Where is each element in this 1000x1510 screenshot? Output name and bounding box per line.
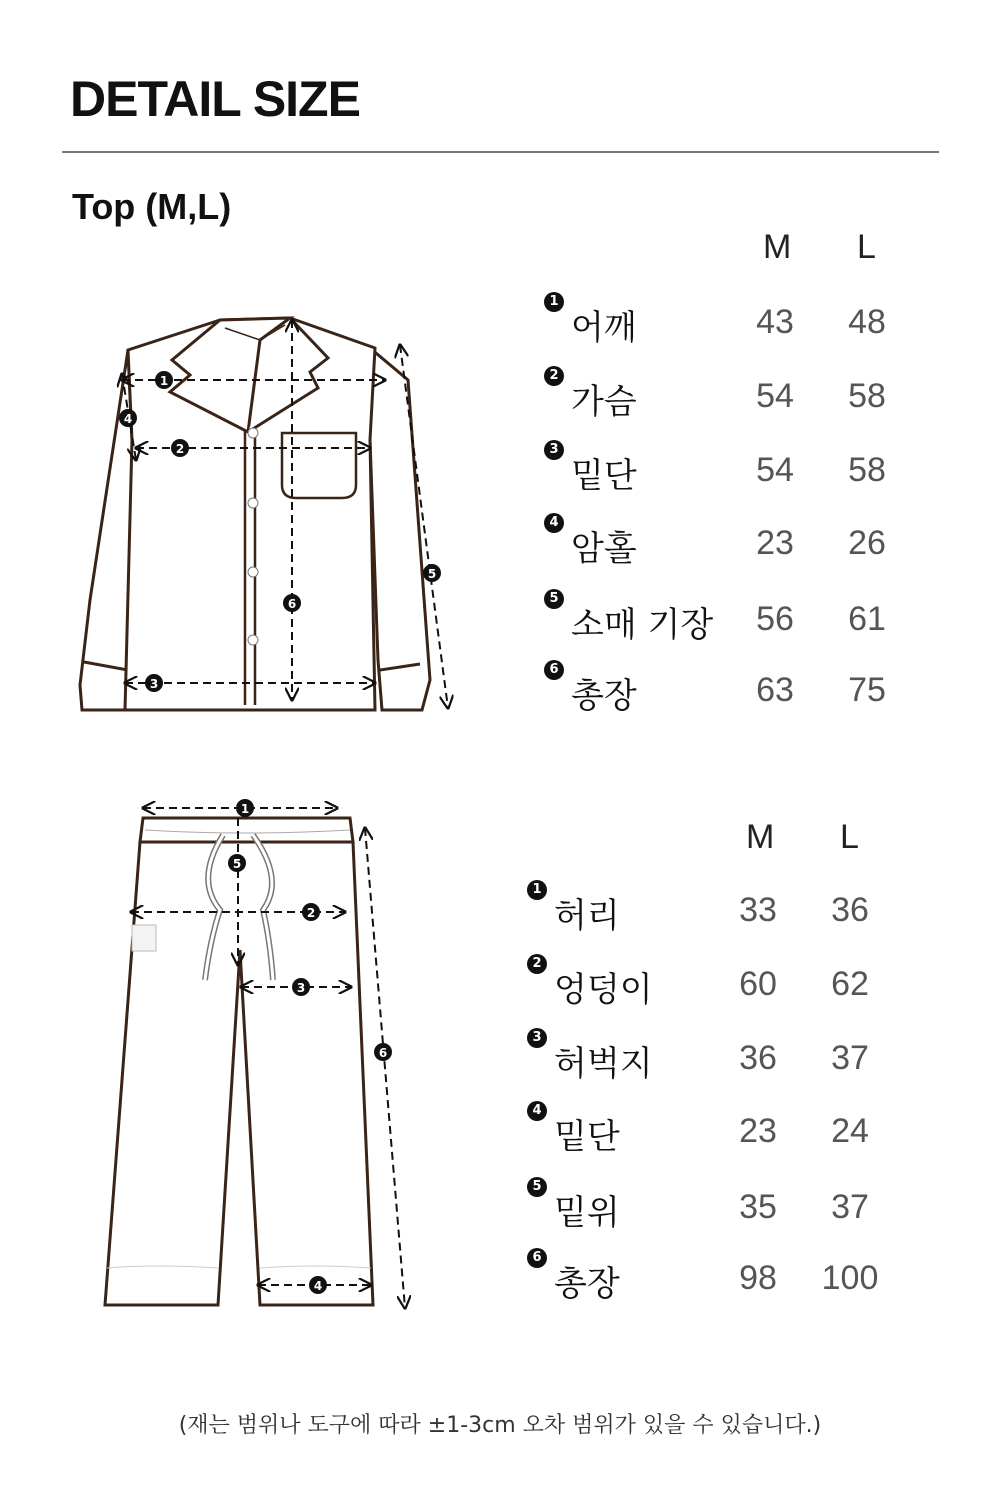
svg-text:3: 3 <box>296 981 306 995</box>
top-row-5-m-value: 56 <box>756 600 794 638</box>
svg-text:4: 4 <box>123 412 133 426</box>
bottom-row-1-m-value: 33 <box>739 891 777 929</box>
bottom-row-6-m-value: 98 <box>739 1259 777 1297</box>
top-row-1-label: 어깨 <box>571 308 637 348</box>
bottom-row-2-m-value: 60 <box>739 965 777 1003</box>
svg-text:5: 5 <box>427 567 437 581</box>
svg-text:1: 1 <box>240 802 250 816</box>
top-row-1-m-value: 43 <box>756 303 794 341</box>
shirt-left-sleeve <box>80 350 132 710</box>
pants-marker-4 <box>309 1276 327 1294</box>
top-row-5-label: 소매 기장 <box>571 605 714 645</box>
title-divider <box>62 151 939 153</box>
top-row-5-number: 5 <box>544 589 564 609</box>
bottom-col-l: L <box>840 818 859 856</box>
top-col-m: M <box>763 228 792 266</box>
page-title: DETAIL SIZE <box>70 71 360 127</box>
top-row-4-number: 4 <box>544 513 564 533</box>
measurement-note: (재는 범위나 도구에 따라 ±1-3cm 오차 범위가 있을 수 있습니다.) <box>178 1413 822 1438</box>
top-row-3-m-value: 54 <box>756 451 794 489</box>
shirt-illustration <box>70 300 470 720</box>
shirt-marker-4 <box>119 409 137 427</box>
bottom-row-6-number: 6 <box>527 1248 547 1268</box>
top-row-2-m-value: 54 <box>756 377 794 415</box>
shirt-marker-3 <box>145 674 163 692</box>
pants-illustration <box>95 790 425 1325</box>
top-row-3-label: 밑단 <box>571 456 637 496</box>
bottom-row-3-number: 3 <box>527 1028 547 1048</box>
pants-marker-5 <box>228 854 246 872</box>
top-row-6-number: 6 <box>544 660 564 680</box>
svg-text:5: 5 <box>232 857 242 871</box>
svg-text:6: 6 <box>378 1046 388 1060</box>
shirt-marker-6 <box>283 594 301 612</box>
shirt-pocket <box>282 433 356 498</box>
top-row-4-l-value: 26 <box>848 524 886 562</box>
bottom-row-5-number: 5 <box>527 1177 547 1197</box>
pants-waistband <box>140 818 353 842</box>
bottom-row-1-label: 허리 <box>554 896 620 936</box>
top-row-3-number: 3 <box>544 440 564 460</box>
bottom-row-4-number: 4 <box>527 1101 547 1121</box>
bottom-row-3-m-value: 36 <box>739 1039 777 1077</box>
bottom-row-6-l-value: 100 <box>821 1259 879 1297</box>
svg-text:2: 2 <box>306 906 316 920</box>
bottom-row-5-m-value: 35 <box>739 1188 777 1226</box>
top-row-6-label: 총장 <box>571 676 637 716</box>
shirt-marker-1 <box>155 371 173 389</box>
bottom-col-m: M <box>746 818 775 856</box>
top-row-5-l-value: 61 <box>848 600 886 638</box>
top-section-title: Top (M,L) <box>72 186 232 227</box>
bottom-row-4-label: 밑단 <box>554 1117 620 1157</box>
bottom-row-5-label: 밑위 <box>554 1193 620 1233</box>
top-row-4-m-value: 23 <box>756 524 794 562</box>
top-row-2-number: 2 <box>544 366 564 386</box>
bottom-row-3-l-value: 37 <box>831 1039 869 1077</box>
shirt-marker-2 <box>171 439 189 457</box>
top-row-6-l-value: 75 <box>848 671 886 709</box>
top-row-1-number: 1 <box>544 292 564 312</box>
top-row-1-l-value: 48 <box>848 303 886 341</box>
shirt-right-sleeve <box>370 348 430 710</box>
svg-text:4: 4 <box>313 1279 323 1293</box>
svg-text:6: 6 <box>287 597 297 611</box>
bottom-row-4-m-value: 23 <box>739 1112 777 1150</box>
bottom-row-1-l-value: 36 <box>831 891 869 929</box>
pants-marker-1 <box>236 799 254 817</box>
bottom-row-6-label: 총장 <box>554 1264 620 1304</box>
top-col-l: L <box>857 228 876 266</box>
top-row-4-label: 암홀 <box>571 529 637 569</box>
shirt-marker-5 <box>423 564 441 582</box>
svg-text:2: 2 <box>175 442 185 456</box>
top-row-6-m-value: 63 <box>756 671 794 709</box>
bottom-row-3-label: 허벅지 <box>554 1044 653 1084</box>
svg-text:1: 1 <box>159 374 169 388</box>
bottom-row-2-label: 엉덩이 <box>554 970 653 1010</box>
top-row-2-l-value: 58 <box>848 377 886 415</box>
pants-marker-6 <box>374 1043 392 1061</box>
bottom-row-2-l-value: 62 <box>831 965 869 1003</box>
svg-text:3: 3 <box>149 677 159 691</box>
top-row-3-l-value: 58 <box>848 451 886 489</box>
pants-marker-3 <box>292 978 310 996</box>
pants-marker-2 <box>302 903 320 921</box>
bottom-row-4-l-value: 24 <box>831 1112 869 1150</box>
bottom-row-5-l-value: 37 <box>831 1188 869 1226</box>
top-row-2-label: 가슴 <box>571 382 637 422</box>
bottom-row-2-number: 2 <box>527 954 547 974</box>
bottom-row-1-number: 1 <box>527 880 547 900</box>
